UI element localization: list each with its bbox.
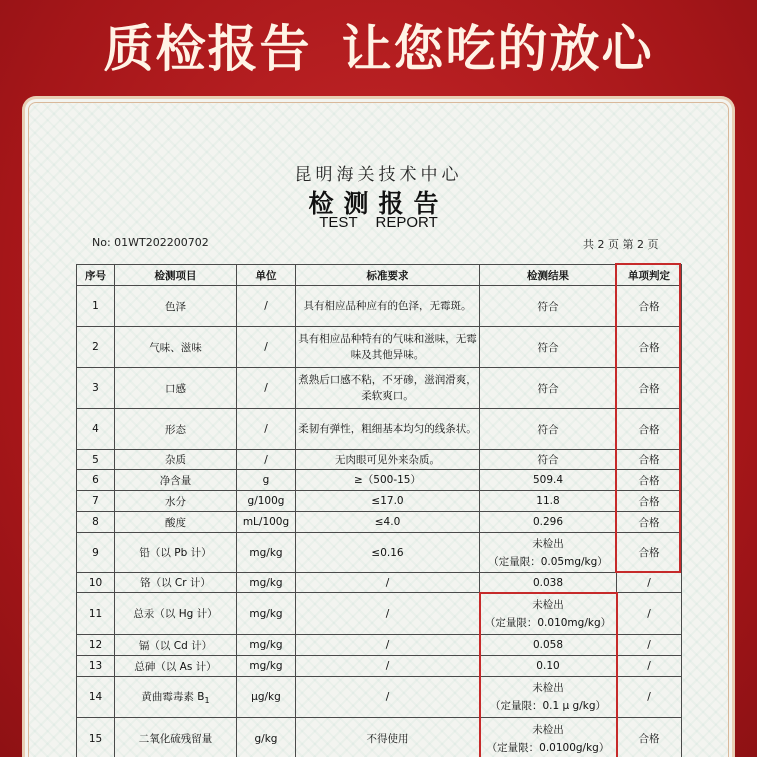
cell-verdict: 合格 xyxy=(617,286,682,327)
cell-verdict: / xyxy=(617,635,682,656)
quant-limit: （定量限：0.010mg/kg） xyxy=(484,616,612,629)
result-text: 未检出 xyxy=(532,682,564,694)
table-row xyxy=(77,635,682,656)
cell-unit: / xyxy=(237,409,296,450)
cell-item: 杂质 xyxy=(115,450,237,470)
cell-item: 总砷（以 As 计） xyxy=(115,656,237,677)
cell-unit: / xyxy=(237,368,296,409)
table-row xyxy=(77,512,682,533)
cell-item: 口感 xyxy=(115,368,237,409)
cell-item: 气味、滋味 xyxy=(115,327,237,368)
cell-verdict: / xyxy=(617,656,682,677)
cell-unit: / xyxy=(237,327,296,368)
table-row xyxy=(77,718,682,757)
report-title: 检测报告 xyxy=(308,189,449,218)
result-text: 未检出 xyxy=(532,723,564,736)
cell-result: 符合 xyxy=(480,327,617,368)
cell-unit: mg/kg xyxy=(237,656,296,677)
header-item: 检测项目 xyxy=(115,265,237,286)
cell-item: 二氧化硫残留量 xyxy=(115,718,237,757)
cell-item: 总汞（以 Hg 计） xyxy=(115,593,237,635)
cell-result xyxy=(480,677,617,718)
cell-item: 净含量 xyxy=(115,470,237,491)
institution-name: 昆明海关技术中心 xyxy=(294,165,463,185)
cell-verdict: 合格 xyxy=(617,491,682,512)
quant-limit: （定量限：0.1 μ g/kg） xyxy=(489,700,606,712)
header-result: 检测结果 xyxy=(480,265,617,286)
cell-no: 14 xyxy=(77,677,115,718)
cell-standard: / xyxy=(296,573,480,593)
result-text: 未检出 xyxy=(532,537,564,550)
cell-result: 0.058 xyxy=(480,635,617,656)
cell-verdict: 合格 xyxy=(617,327,682,368)
cell-no: 15 xyxy=(77,718,115,757)
cell-item: 水分 xyxy=(115,491,237,512)
cell-standard: ≥（500-15） xyxy=(296,470,480,491)
item-subscript: 1 xyxy=(204,696,210,706)
inspection-table xyxy=(76,264,682,757)
header-verdict: 单项判定 xyxy=(617,265,682,286)
cell-no: 1 xyxy=(77,286,115,327)
header-unit: 单位 xyxy=(237,265,296,286)
table-row xyxy=(77,656,682,677)
cell-result: 11.8 xyxy=(480,491,617,512)
quant-limit: （定量限：0.0100g/kg） xyxy=(486,741,610,754)
cell-standard: ≤4.0 xyxy=(296,512,480,533)
cell-no: 9 xyxy=(77,533,115,573)
cell-unit: g/100g xyxy=(237,491,296,512)
cell-standard: 不得使用 xyxy=(296,718,480,757)
cell-verdict: 合格 xyxy=(617,718,682,757)
header-no: 序号 xyxy=(77,265,115,286)
banner-right: 让您吃的放心 xyxy=(341,20,654,78)
cell-unit: g xyxy=(237,470,296,491)
cell-item: 铬（以 Cr 计） xyxy=(115,573,237,593)
cell-item: 酸度 xyxy=(115,512,237,533)
cell-standard: 柔韧有弹性，粗细基本均匀的线条状。 xyxy=(296,409,480,450)
cell-unit: g/kg xyxy=(237,718,296,757)
cell-unit: μg/kg xyxy=(237,677,296,718)
cell-standard: 具有相应品种应有的色泽，无霉斑。 xyxy=(296,286,480,327)
cell-result: 509.4 xyxy=(480,470,617,491)
table-header-row xyxy=(77,265,682,286)
cell-unit: mg/kg xyxy=(237,635,296,656)
cell-result: 符合 xyxy=(480,368,617,409)
cell-result xyxy=(480,533,617,573)
table-row xyxy=(77,327,682,368)
cell-standard: 无肉眼可见外来杂质。 xyxy=(296,450,480,470)
cell-no: 12 xyxy=(77,635,115,656)
cell-no: 6 xyxy=(77,470,115,491)
item-text: 黄曲霉毒素 B xyxy=(141,690,205,703)
cell-verdict: 合格 xyxy=(617,450,682,470)
cell-verdict: / xyxy=(617,593,682,635)
table-row xyxy=(77,286,682,327)
cell-standard: 具有相应品种特有的气味和滋味，无霉味及其他异味。 xyxy=(296,327,480,368)
cell-unit: / xyxy=(237,450,296,470)
table-row xyxy=(77,677,682,718)
cell-item xyxy=(115,677,237,718)
cell-item: 镉（以 Cd 计） xyxy=(115,635,237,656)
cell-unit: mL/100g xyxy=(237,512,296,533)
cell-verdict: / xyxy=(617,573,682,593)
cell-item: 铅（以 Pb 计） xyxy=(115,533,237,573)
cell-result: 符合 xyxy=(480,286,617,327)
cell-item: 色泽 xyxy=(115,286,237,327)
cell-standard: / xyxy=(296,635,480,656)
cell-verdict: 合格 xyxy=(617,512,682,533)
table-row xyxy=(77,533,682,573)
cell-standard: / xyxy=(296,656,480,677)
table-row xyxy=(77,593,682,635)
table-row xyxy=(77,573,682,593)
cell-unit: mg/kg xyxy=(237,593,296,635)
cell-unit: mg/kg xyxy=(237,533,296,573)
cell-verdict: 合格 xyxy=(617,470,682,491)
cell-result: 符合 xyxy=(480,409,617,450)
cell-item: 形态 xyxy=(115,409,237,450)
quant-limit: （定量限：0.05mg/kg） xyxy=(488,555,608,568)
cell-result: 符合 xyxy=(480,450,617,470)
cell-no: 4 xyxy=(77,409,115,450)
cell-unit: mg/kg xyxy=(237,573,296,593)
cell-result xyxy=(480,718,617,757)
report-number: No: 01WT202200702 xyxy=(92,236,209,249)
cell-no: 10 xyxy=(77,573,115,593)
table-row xyxy=(77,368,682,409)
header-standard: 标准要求 xyxy=(296,265,480,286)
report-title-en: TEST REPORT xyxy=(319,214,438,231)
cell-no: 11 xyxy=(77,593,115,635)
banner-left: 质检报告 xyxy=(103,20,312,78)
result-text: 未检出 xyxy=(532,598,564,611)
cell-verdict: 合格 xyxy=(617,368,682,409)
cell-standard: / xyxy=(296,593,480,635)
cell-verdict: / xyxy=(617,677,682,718)
cell-no: 2 xyxy=(77,327,115,368)
table-row xyxy=(77,491,682,512)
banner xyxy=(0,0,757,90)
cell-verdict: 合格 xyxy=(617,533,682,573)
cell-no: 13 xyxy=(77,656,115,677)
cell-no: 8 xyxy=(77,512,115,533)
cell-unit: / xyxy=(237,286,296,327)
cell-standard: ≤17.0 xyxy=(296,491,480,512)
cell-result xyxy=(480,593,617,635)
cell-result: 0.296 xyxy=(480,512,617,533)
cell-result: 0.10 xyxy=(480,656,617,677)
cell-no: 3 xyxy=(77,368,115,409)
cell-no: 5 xyxy=(77,450,115,470)
cell-standard: / xyxy=(296,677,480,718)
table-row xyxy=(77,470,682,491)
page-indicator: 共 2 页 第 2 页 xyxy=(583,238,659,251)
cell-standard: ≤0.16 xyxy=(296,533,480,573)
table-row xyxy=(77,450,682,470)
table-row xyxy=(77,409,682,450)
cell-verdict: 合格 xyxy=(617,409,682,450)
cell-result: 0.038 xyxy=(480,573,617,593)
cell-standard: 煮熟后口感不粘，不牙碜，滋润滑爽，柔软爽口。 xyxy=(296,368,480,409)
cell-no: 7 xyxy=(77,491,115,512)
